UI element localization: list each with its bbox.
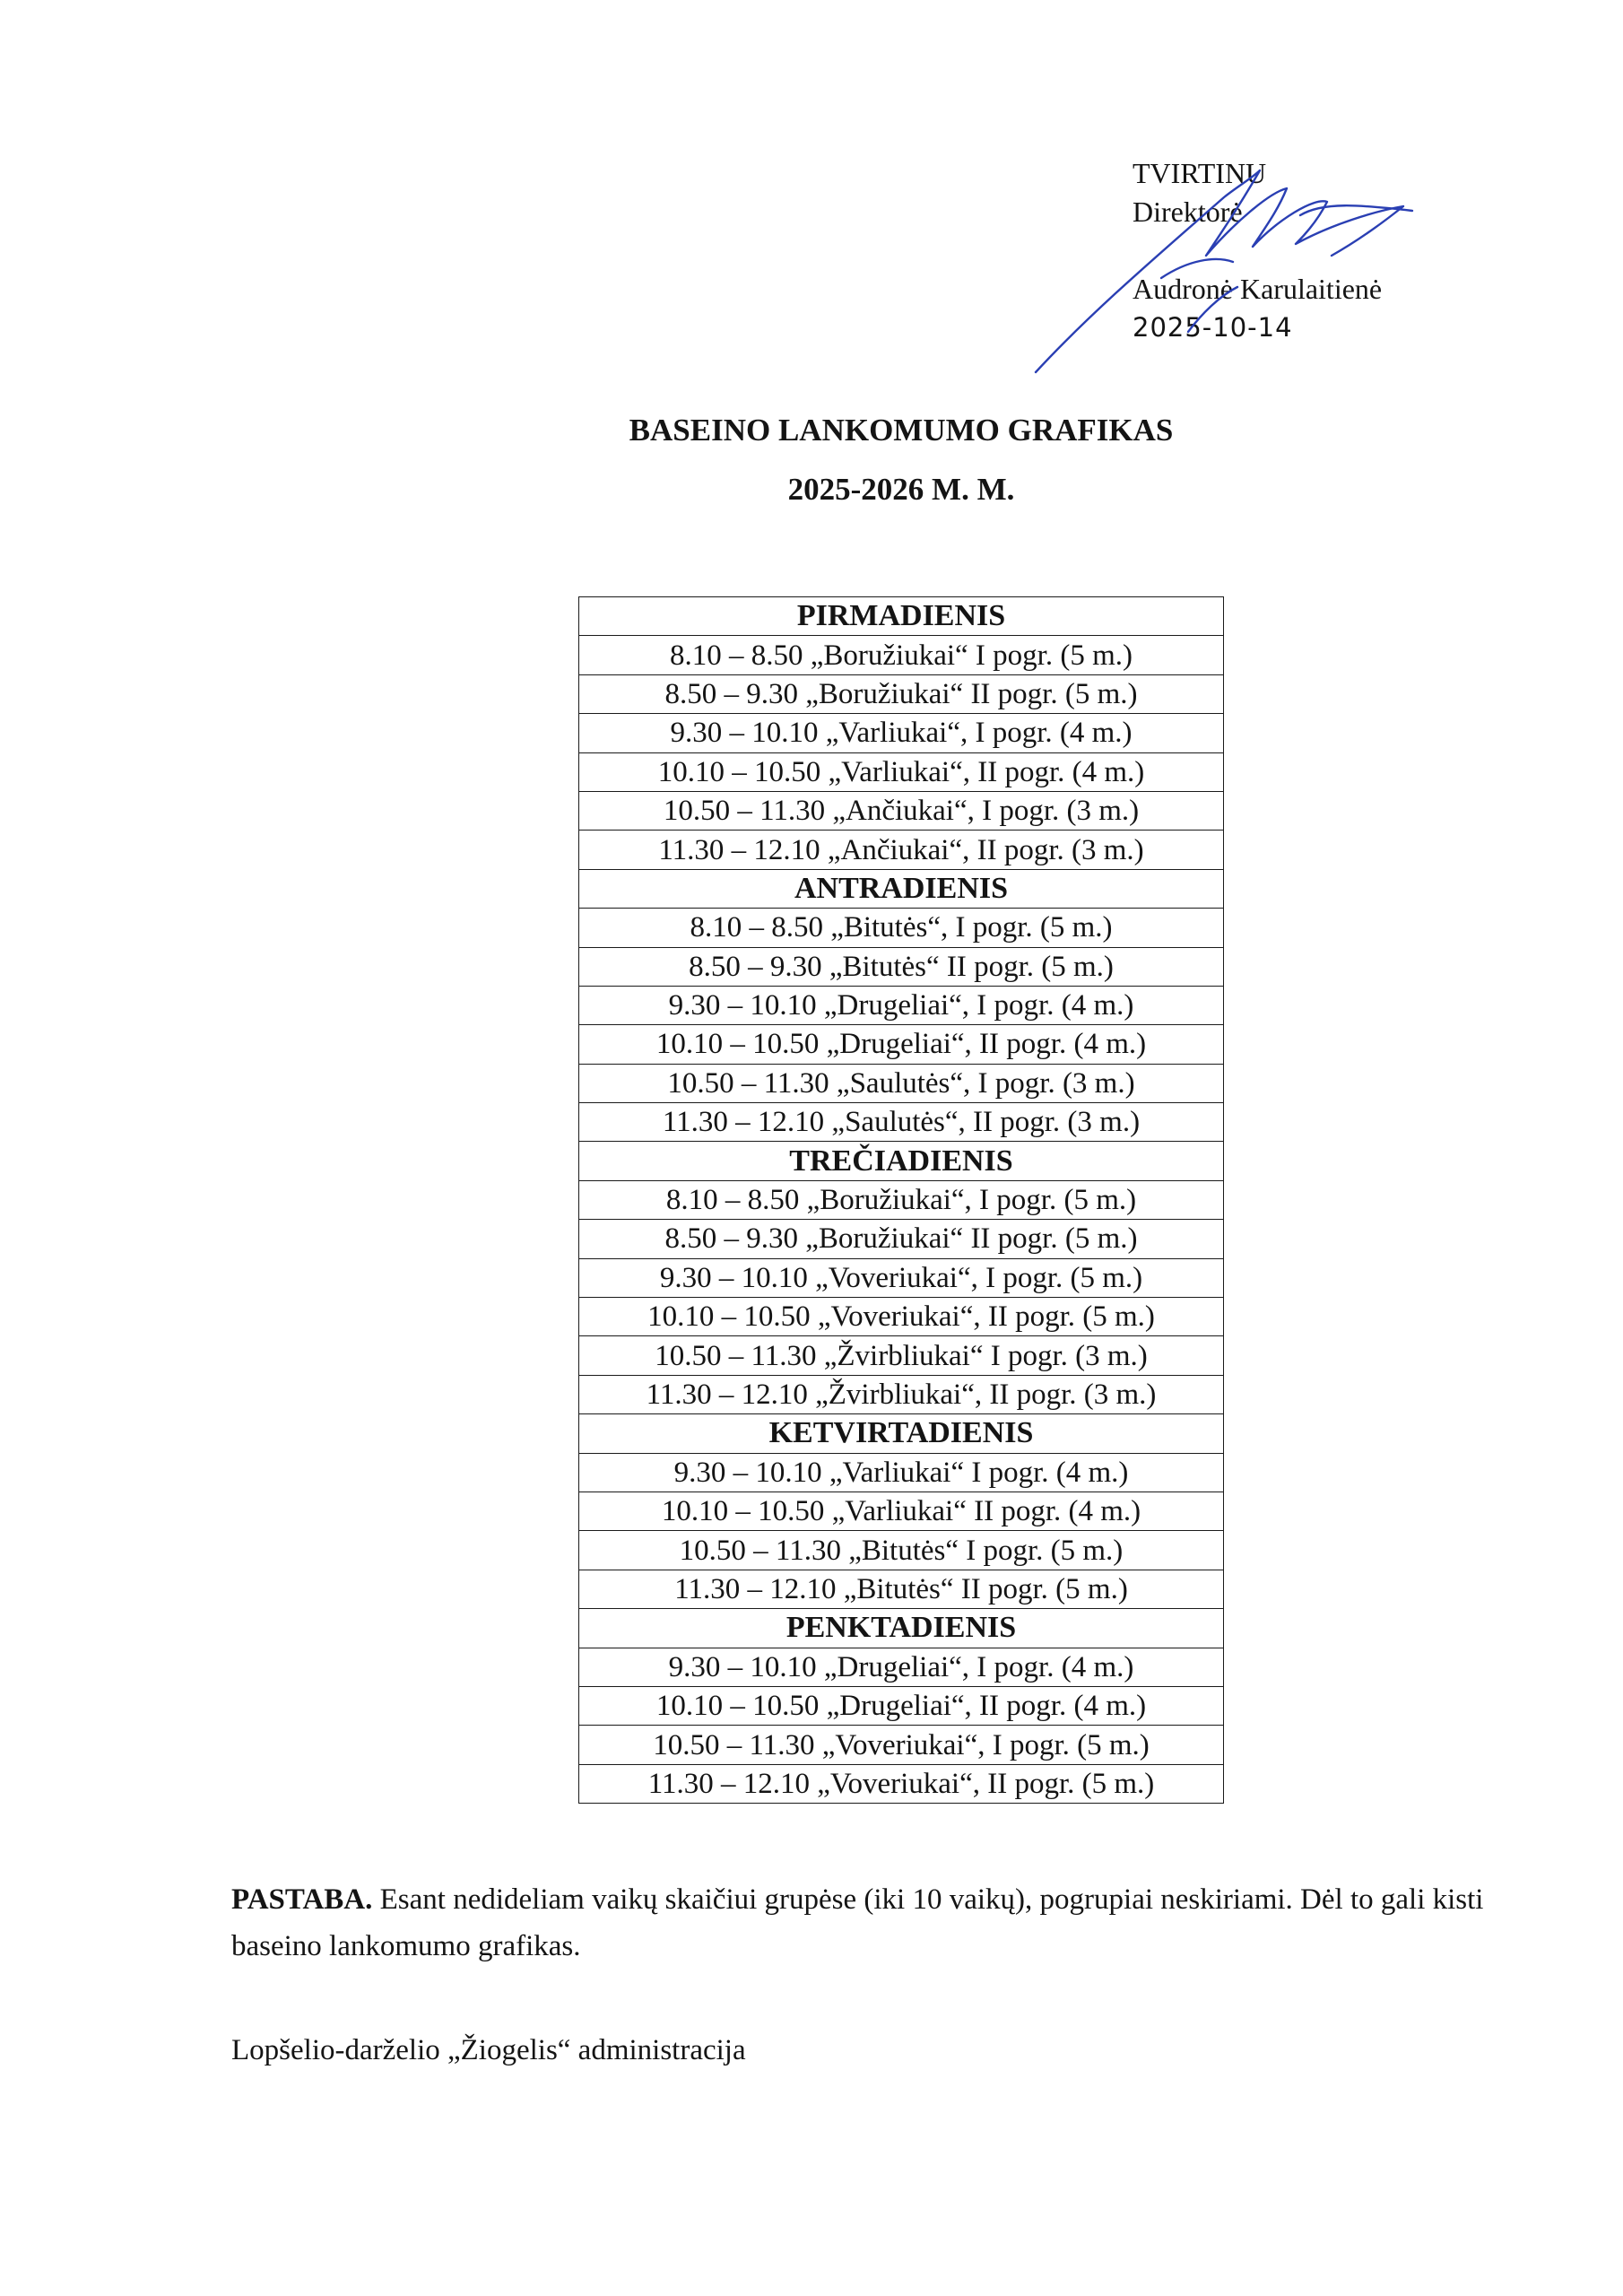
schedule-row xyxy=(579,831,1224,869)
schedule-slot: 8.50 – 9.30 „Boružiukai“ II pogr. (5 m.) xyxy=(579,1220,1224,1258)
school-year: 2025-2026 M. M. xyxy=(787,472,1015,507)
schedule-slot: 11.30 – 12.10 „Bitutės“ II pogr. (5 m.) xyxy=(579,1570,1224,1608)
approval-label: TVIRTINU xyxy=(1133,157,1267,189)
day-name: ANTRADIENIS xyxy=(579,869,1224,908)
day-header-row xyxy=(579,1609,1224,1648)
schedule-slot: 10.10 – 10.50 „Voveriukai“, II pogr. (5 m.) xyxy=(579,1298,1224,1336)
schedule-row xyxy=(579,1336,1224,1375)
footer-signoff: Lopšelio-darželio „Žiogelis“ administracija xyxy=(231,2034,746,2066)
schedule-row xyxy=(579,674,1224,713)
schedule-slot: 9.30 – 10.10 „Varliukai“ I pogr. (4 m.) xyxy=(579,1453,1224,1492)
schedule-row xyxy=(579,1648,1224,1686)
day-header-row xyxy=(579,597,1224,636)
schedule-row xyxy=(579,1531,1224,1570)
day-name: PENKTADIENIS xyxy=(579,1609,1224,1648)
day-name: TREČIADIENIS xyxy=(579,1142,1224,1180)
day-header-row xyxy=(579,869,1224,908)
day-name: KETVIRTADIENIS xyxy=(579,1414,1224,1453)
schedule-row xyxy=(579,1453,1224,1492)
schedule-row xyxy=(579,947,1224,986)
schedule-slot: 10.50 – 11.30 „Saulutės“, I pogr. (3 m.) xyxy=(579,1064,1224,1102)
schedule-slot: 8.10 – 8.50 „Boružiukai“ I pogr. (5 m.) xyxy=(579,636,1224,674)
schedule-slot: 11.30 – 12.10 „Ančiukai“, II pogr. (3 m.) xyxy=(579,831,1224,869)
day-header-row xyxy=(579,1414,1224,1453)
schedule-row xyxy=(579,1258,1224,1297)
schedule-slot: 9.30 – 10.10 „Drugeliai“, I pogr. (4 m.) xyxy=(579,986,1224,1024)
schedule-row xyxy=(579,1298,1224,1336)
approval-position: Direktorė xyxy=(1133,196,1243,228)
schedule-row xyxy=(579,1103,1224,1142)
schedule-slot: 10.10 – 10.50 „Varliukai“ II pogr. (4 m.) xyxy=(579,1492,1224,1530)
schedule-slot: 8.50 – 9.30 „Boružiukai“ II pogr. (5 m.) xyxy=(579,674,1224,713)
approval-date: 2025-10-14 xyxy=(1133,312,1293,343)
approval-name: Audronė Karulaitienė xyxy=(1133,273,1383,305)
schedule-slot: 8.10 – 8.50 „Bitutės“, I pogr. (5 m.) xyxy=(579,909,1224,947)
schedule-row xyxy=(579,1375,1224,1413)
schedule-row xyxy=(579,1025,1224,1064)
document-title: BASEINO LANKOMUMO GRAFIKAS xyxy=(629,413,1174,448)
schedule-row xyxy=(579,791,1224,830)
signature-icon xyxy=(1018,161,1439,386)
schedule-slot: 10.50 – 11.30 „Ančiukai“, I pogr. (3 m.) xyxy=(579,791,1224,830)
note xyxy=(231,1876,1576,1970)
schedule-slot: 10.10 – 10.50 „Varliukai“, II pogr. (4 m.) xyxy=(579,752,1224,791)
schedule-slot: 9.30 – 10.10 „Voveriukai“, I pogr. (5 m.) xyxy=(579,1258,1224,1297)
pool-schedule-table xyxy=(578,596,1224,1804)
schedule-slot: 11.30 – 12.10 „Saulutės“, II pogr. (3 m.) xyxy=(579,1103,1224,1142)
schedule-row xyxy=(579,714,1224,752)
schedule-slot: 9.30 – 10.10 „Varliukai“, I pogr. (4 m.) xyxy=(579,714,1224,752)
schedule-slot: 8.10 – 8.50 „Boružiukai“, I pogr. (5 m.) xyxy=(579,1180,1224,1219)
schedule-slot: 10.50 – 11.30 „Voveriukai“, I pogr. (5 m.) xyxy=(579,1726,1224,1764)
schedule-slot: 10.50 – 11.30 „Žvirbliukai“ I pogr. (3 m.) xyxy=(579,1336,1224,1375)
day-name: PIRMADIENIS xyxy=(579,597,1224,636)
schedule-row xyxy=(579,986,1224,1024)
schedule-row xyxy=(579,1492,1224,1530)
schedule-slot: 11.30 – 12.10 „Žvirbliukai“, II pogr. (3 m.) xyxy=(579,1375,1224,1413)
schedule-slot: 9.30 – 10.10 „Drugeliai“, I pogr. (4 m.) xyxy=(579,1648,1224,1686)
schedule-row xyxy=(579,636,1224,674)
schedule-slot: 8.50 – 9.30 „Bitutės“ II pogr. (5 m.) xyxy=(579,947,1224,986)
schedule-row xyxy=(579,1570,1224,1608)
schedule-slot: 11.30 – 12.10 „Voveriukai“, II pogr. (5 m.) xyxy=(579,1764,1224,1803)
note-label: PASTABA. xyxy=(231,1883,373,1916)
day-header-row xyxy=(579,1142,1224,1180)
schedule-row xyxy=(579,1726,1224,1764)
schedule-row xyxy=(579,1764,1224,1803)
schedule-slot: 10.10 – 10.50 „Drugeliai“, II pogr. (4 m.) xyxy=(579,1686,1224,1725)
note-text: Esant nedideliam vaikų skaičiui grupėse (iki 10 vaikų), pogrupiai neskiriami. Dėl to gali kisti baseino lankomumo grafikas. xyxy=(231,1883,1484,1962)
schedule-row xyxy=(579,909,1224,947)
schedule-row xyxy=(579,1686,1224,1725)
schedule-row xyxy=(579,1180,1224,1219)
schedule-row xyxy=(579,1220,1224,1258)
schedule-slot: 10.10 – 10.50 „Drugeliai“, II pogr. (4 m.) xyxy=(579,1025,1224,1064)
schedule-row xyxy=(579,752,1224,791)
schedule-row xyxy=(579,1064,1224,1102)
schedule-slot: 10.50 – 11.30 „Bitutės“ I pogr. (5 m.) xyxy=(579,1531,1224,1570)
